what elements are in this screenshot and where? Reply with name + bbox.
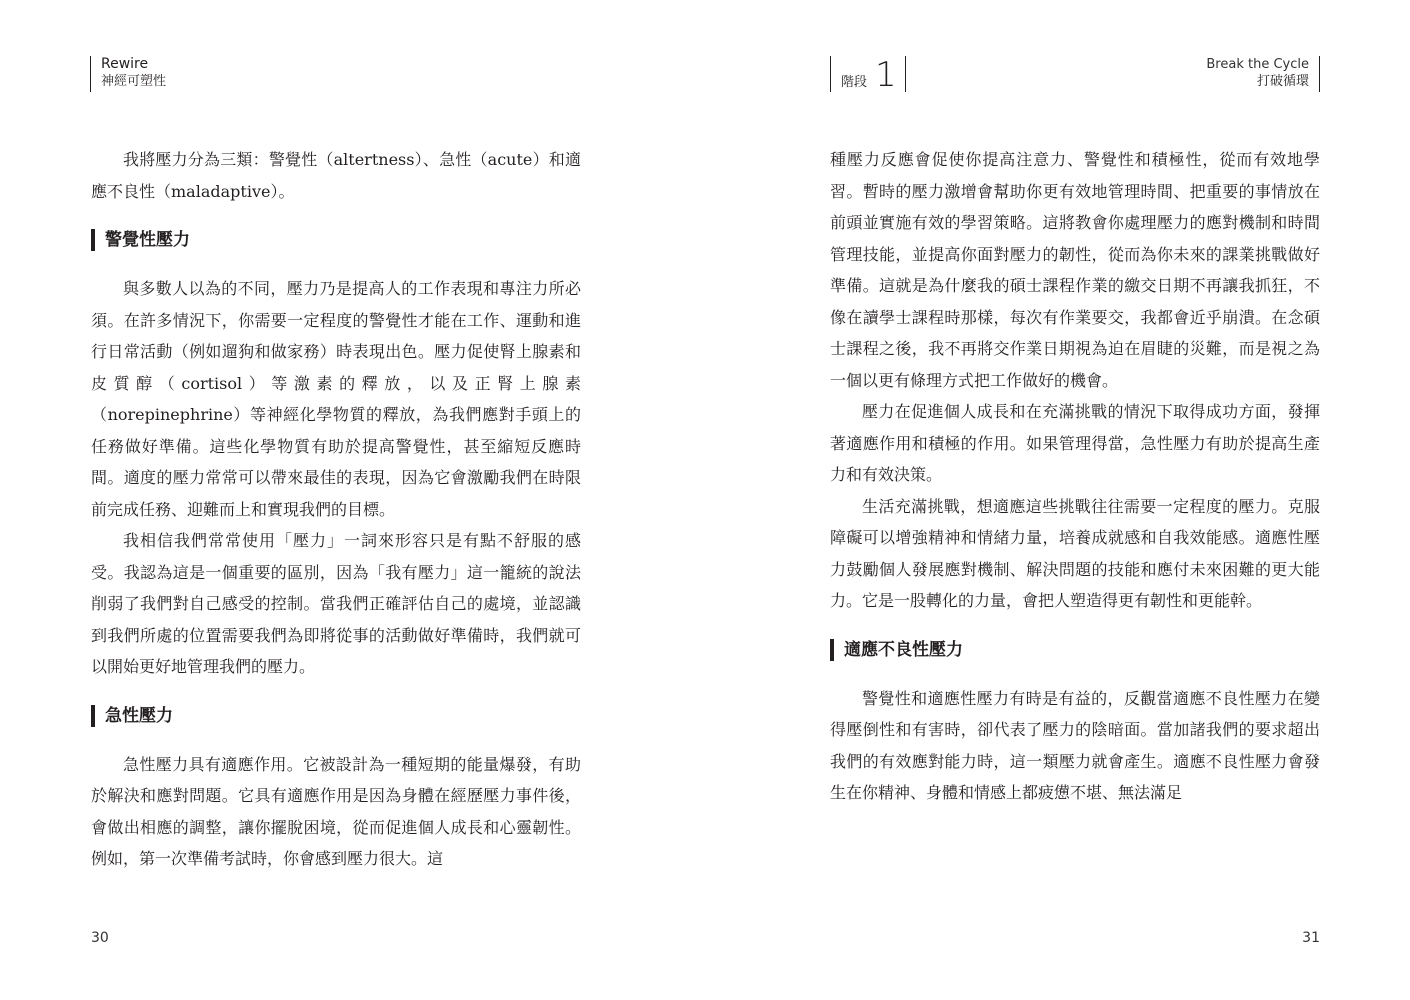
paragraph: 我相信我們常常使用「壓力」一詞來形容只是有點不舒服的感受。我認為這是一個重要的區別，因為「我有壓力」這一籠統的說法削弱了我們對自己感受的控制。當我們正確評估自己的處境，並認識到我們所處的位置需要我們為即將從事的活動做好準備時，我們就可以開始更好地管理我們的壓力。 (91, 531, 581, 676)
section-heading-alertness: 警覺性壓力 (91, 229, 581, 251)
book-title-en: Rewire (101, 56, 149, 72)
intro-paragraph: 我將壓力分為三類：警覺性（altertness）、急性（acute）和適應不良性（maladaptive）。 (91, 150, 581, 201)
paragraph: 急性壓力具有適應作用。它被設計為一種短期的能量爆發，有助於解決和應對問題。它具有適應作用是因為身體在經歷壓力事件後，會做出相應的調整，讓你擺脫困境，從而促進個人成長和心靈韌性。例如，第一次準備考試時，你會感到壓力很大。這 (91, 754, 581, 868)
paragraph: 與多數人以為的不同，壓力乃是提高人的工作表現和專注力所必須。在許多情況下，你需要一定程度的警覺性才能在工作、運動和進行日常活動（例如遛狗和做家務）時表現出色。壓力促使腎上腺素和皮質醇（cortisol）等激素的釋放，以及正腎上腺素（norepinephrine）等神經化學物質的釋放，為我們應對手頭上的任務做好準備。這些化學物質有助於提高警覺性，甚至縮短反應時間。適度的壓力常常可以帶來最佳的表現，因為它會激勵我們在時限前完成任務、迎難而上和實現我們的目標。 (91, 279, 581, 519)
running-header-right (1206, 56, 1320, 92)
left-page-body (91, 144, 581, 875)
page-number-right: 31 (1302, 930, 1320, 946)
stage-marker (830, 55, 906, 95)
paragraph: 壓力在促進個人成長和在充滿挑戰的情況下取得成功方面，發揮著適應作用和積極的作用。如果管理得當，急性壓力有助於提高生產力和有效決策。 (830, 402, 1320, 484)
part-title-zh: 打破循環 (1256, 74, 1309, 89)
book-title-zh: 神經可塑性 (101, 74, 167, 89)
continued-paragraph: 種壓力反應會促使你提高注意力、警覺性和積極性，從而有效地學習。暫時的壓力激增會幫助你更有效地管理時間、把重要的事情放在前頭並實施有效的學習策略。這將教會你處理壓力的應對機制和時間管理技能，並提高你面對壓力的韌性，從而為你未來的課業挑戰做好準備。這就是為什麼我的碩士課程作業的繳交日期不再讓我抓狂，不像在讀學士課程時那樣，每次有作業要交，我都會近乎崩潰。在念碩士課程之後，我不再將交作業日期視為迫在眉睫的災難，而是視之為一個以更有條理方式把工作做好的機會。 (830, 150, 1320, 390)
section-heading-acute: 急性壓力 (91, 705, 581, 727)
right-page-body (830, 144, 1320, 809)
page-number-left: 30 (91, 930, 109, 946)
part-title-en: Break the Cycle (1206, 57, 1309, 72)
paragraph: 警覺性和適應性壓力有時是有益的，反觀當適應不良性壓力在變得壓倒性和有害時，卻代表了壓力的陰暗面。當加諸我們的要求超出我們的有效應對能力時，這一類壓力就會產生。適應不良性壓力會發生在你精神、身體和情感上都疲憊不堪、無法滿足 (830, 688, 1320, 802)
section-heading-maladaptive: 適應不良性壓力 (830, 639, 1320, 661)
right-page (705, 0, 1410, 1000)
stage-label: 階段 (841, 75, 868, 90)
paragraph: 生活充滿挑戰，想適應這些挑戰往往需要一定程度的壓力。克服障礙可以增強精神和情緒力量，培養成就感和自我效能感。適應性壓力鼓勵個人發展應對機制、解決問題的技能和應付未來困難的更大能力。它是一股轉化的力量，會把人塑造得更有韌性和更能幹。 (830, 496, 1320, 610)
running-header-left (90, 56, 166, 92)
stage-number: 1 (875, 55, 897, 95)
